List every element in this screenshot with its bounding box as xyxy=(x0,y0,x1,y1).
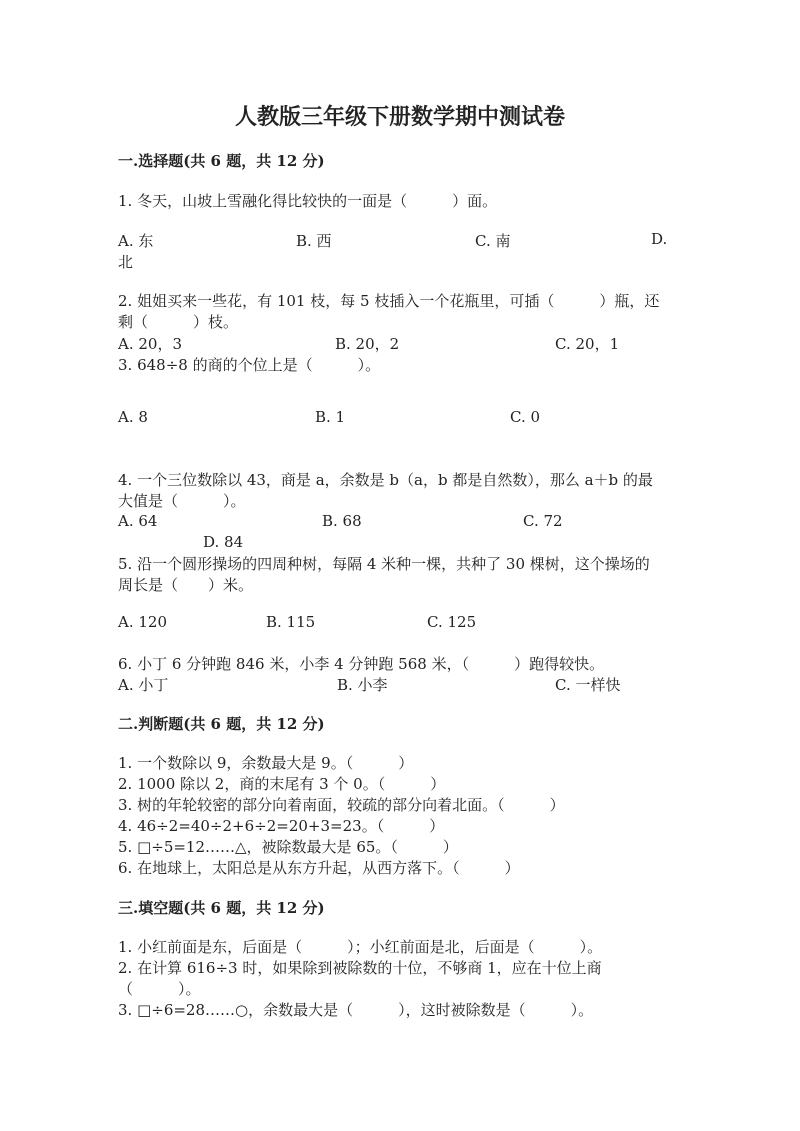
fill-blank-item: 1. 小红前面是东，后面是（ ）；小红前面是北，后面是（ ）。 xyxy=(118,938,603,956)
q3-option-a: A. 8 xyxy=(118,408,148,426)
fill-blank-item-continued: （ ）。 xyxy=(118,980,201,998)
q1-option-c: C. 南 xyxy=(475,232,511,250)
judgement-item: 2. 1000 除以 2，商的末尾有 3 个 0。（ ） xyxy=(118,775,446,793)
q5-option-a: A. 120 xyxy=(118,613,167,631)
q2-option-c: C. 20，1 xyxy=(555,335,620,353)
q2-option-b: B. 20，2 xyxy=(335,335,400,353)
q3-option-b: B. 1 xyxy=(315,408,346,426)
q1-option-b: B. 西 xyxy=(296,232,332,250)
q4-option-a: A. 64 xyxy=(118,512,158,530)
question-1-stem: 1. 冬天，山坡上雪融化得比较快的一面是（ ）面。 xyxy=(118,192,498,210)
question-5-stem-line2: 周长是（ ）米。 xyxy=(118,576,254,594)
question-4-stem-line1: 4. 一个三位数除以 43，商是 a，余数是 b（a，b 都是自然数），那么 a＋b 的最 xyxy=(118,471,653,489)
q2-option-a: A. 20，3 xyxy=(118,335,182,353)
fill-blank-item: 2. 在计算 616÷3 时，如果除到被除数的十位，不够商 1，应在十位上商 xyxy=(118,959,602,977)
q6-option-b: B. 小李 xyxy=(337,676,388,694)
q6-option-c: C. 一样快 xyxy=(555,676,621,694)
section-heading-judgement: 二.判断题(共 6 题，共 12 分) xyxy=(118,715,325,733)
question-3-stem: 3. 648÷8 的商的个位上是（ ）。 xyxy=(118,356,381,374)
question-4-stem-line2: 大值是（ ）。 xyxy=(118,492,246,510)
judgement-item: 4. 46÷2=40÷2+6÷2=20+3=23。（ ） xyxy=(118,817,445,835)
q5-option-c: C. 125 xyxy=(427,613,477,631)
q4-option-c: C. 72 xyxy=(523,512,563,530)
section-heading-fill-blank: 三.填空题(共 6 题，共 12 分) xyxy=(118,899,325,917)
q6-option-a: A. 小丁 xyxy=(118,676,169,694)
q4-option-d: D. 84 xyxy=(203,533,244,551)
q5-option-b: B. 115 xyxy=(266,613,316,631)
q1-option-d: D. xyxy=(651,230,668,248)
q4-option-b: B. 68 xyxy=(322,512,362,530)
fill-blank-item: 3. □÷6=28……○，余数最大是（ ），这时被除数是（ ）。 xyxy=(118,1001,594,1019)
question-2-stem-line1: 2. 姐姐买来一些花，有 101 枝，每 5 枝插入一个花瓶里，可插（ ）瓶，还 xyxy=(118,292,660,310)
q3-option-c: C. 0 xyxy=(510,408,541,426)
judgement-item: 5. □÷5=12……△，被除数最大是 65。（ ） xyxy=(118,838,458,856)
q1-option-d-text: 北 xyxy=(118,253,134,271)
judgement-item: 1. 一个数除以 9，余数最大是 9。（ ） xyxy=(118,754,414,772)
section-heading-choice: 一.选择题(共 6 题，共 12 分) xyxy=(118,152,325,170)
question-5-stem-line1: 5. 沿一个圆形操场的四周种树，每隔 4 米种一棵，共种了 30 棵树，这个操场的 xyxy=(118,555,650,573)
judgement-item: 3. 树的年轮较密的部分向着南面，较疏的部分向着北面。（ ） xyxy=(118,796,565,814)
page-title: 人教版三年级下册数学期中测试卷 xyxy=(234,104,565,130)
question-6-stem: 6. 小丁 6 分钟跑 846 米，小李 4 分钟跑 568 米，（ ）跑得较快。 xyxy=(118,655,605,673)
question-2-stem-line2: 剩（ ）枝。 xyxy=(118,313,239,331)
q1-option-a: A. 东 xyxy=(118,232,154,250)
judgement-item: 6. 在地球上，太阳总是从东方升起，从西方落下。（ ） xyxy=(118,859,520,877)
